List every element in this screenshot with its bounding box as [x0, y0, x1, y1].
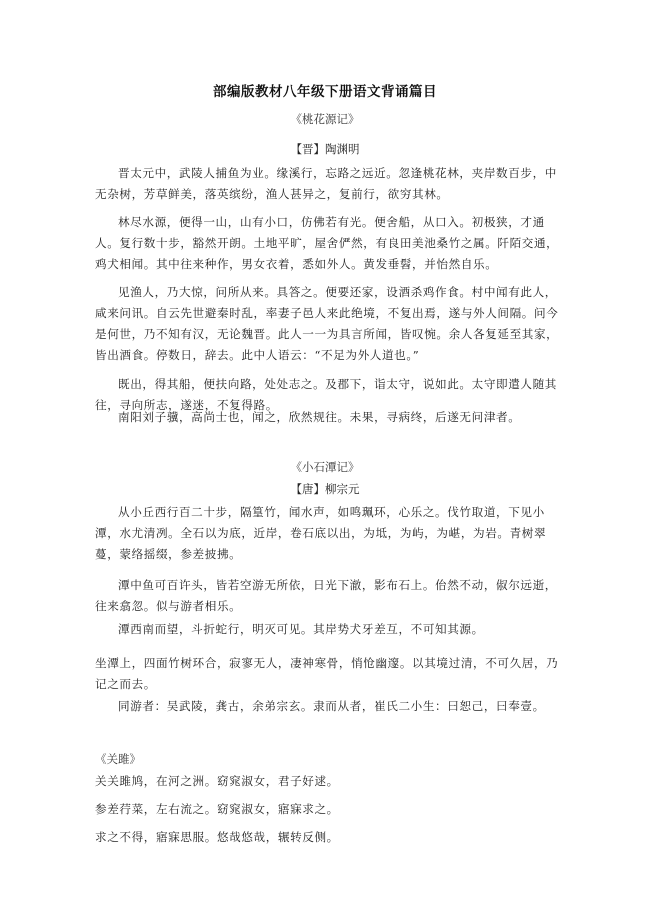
poem-line: 参差荇菜，左右流之。窈窕淑女，寤寐求之。: [95, 802, 339, 816]
paragraph: 南阳刘子骥，高尚士也，闻之，欣然规往。未果，寻病终，后遂无问津者。: [118, 410, 521, 424]
poem-line: 求之不得，寤寐思服。悠哉悠哉，辗转反侧。: [95, 830, 339, 844]
paragraph: 同游者：吴武陵，龚古，余弟宗玄。隶而从者，崔氏二小生：曰恕己，曰奉壹。: [118, 699, 545, 713]
section-author-taohua: 【晋】陶渊明: [290, 142, 360, 156]
paragraph: 坐潭上，四面竹树环合，寂寥无人，凄神寒骨，悄怆幽邃。以其境过清，不可久居，乃记之而去。: [95, 656, 559, 691]
paragraph: 晋太元中，武陵人捕鱼为业。缘溪行，忘路之远近。忽逢桃花林，夹岸数百步，中无杂树，芳草鲜美，落英缤纷，渔人甚异之，复前行，欲穷其林。: [95, 166, 557, 201]
paragraph: 从小丘西行百二十步，隔篁竹，闻水声，如鸣珮环，心乐之。伐竹取道，下见小潭，水尤清冽。全石以为底，近岸，卷石底以出，为坻，为屿，为嵁，为岩。青树翠蔓，蒙络摇缀，参差披拂。: [95, 505, 547, 561]
document-title: 部编版教材八年级下册语文背诵篇目: [213, 84, 437, 100]
paragraph: 潭西南而望，斗折蛇行，明灭可见。其岸势犬牙差互，不可知其源。: [118, 622, 484, 636]
section-title-taohua: 《桃花源记》: [290, 112, 360, 126]
section-title-guanju: 《关雎》: [95, 752, 141, 766]
section-author-xiaoshitan: 【唐】柳宗元: [290, 482, 360, 496]
paragraph: 林尽水源，便得一山，山有小口，仿佛若有光。便舍船，从口入。初极狭，才通人。复行数十步，豁然开朗。土地平旷，屋舍俨然，有良田美池桑竹之属。阡陌交通，鸡犬相闻。其中往来种作，男女衣着，悉如外人。黄发垂髫，并怡然自乐。: [95, 215, 559, 271]
paragraph: 潭中鱼可百许头，皆若空游无所依，日光下澈，影布石上。佁然不动，俶尔远逝，往来翕忽。似与游者相乐。: [95, 578, 557, 613]
section-title-xiaoshitan: 《小石潭记》: [290, 460, 360, 474]
paragraph: 既出，得其船，便扶向路，处处志之。及郡下，诣太守，说如此。太守即遣人随其往，寻向所志，遂迷，不复得路。: [95, 377, 557, 412]
paragraph: 见渔人，乃大惊，问所从来。具答之。便要还家，设酒杀鸡作食。村中闻有此人，咸来问讯。自云先世避秦时乱，率妻子邑人来此绝境，不复出焉，遂与外人间隔。问今是何世，乃不知有汉，无论魏晋。此人一一为具言所闻，皆叹惋。余人各复延至其家，皆出酒食。停数日，辞去。此中人语云：“不足为外人道也。”: [95, 285, 559, 362]
poem-line: 关关雎鸠，在河之洲。窈窕淑女，君子好逑。: [95, 774, 339, 788]
